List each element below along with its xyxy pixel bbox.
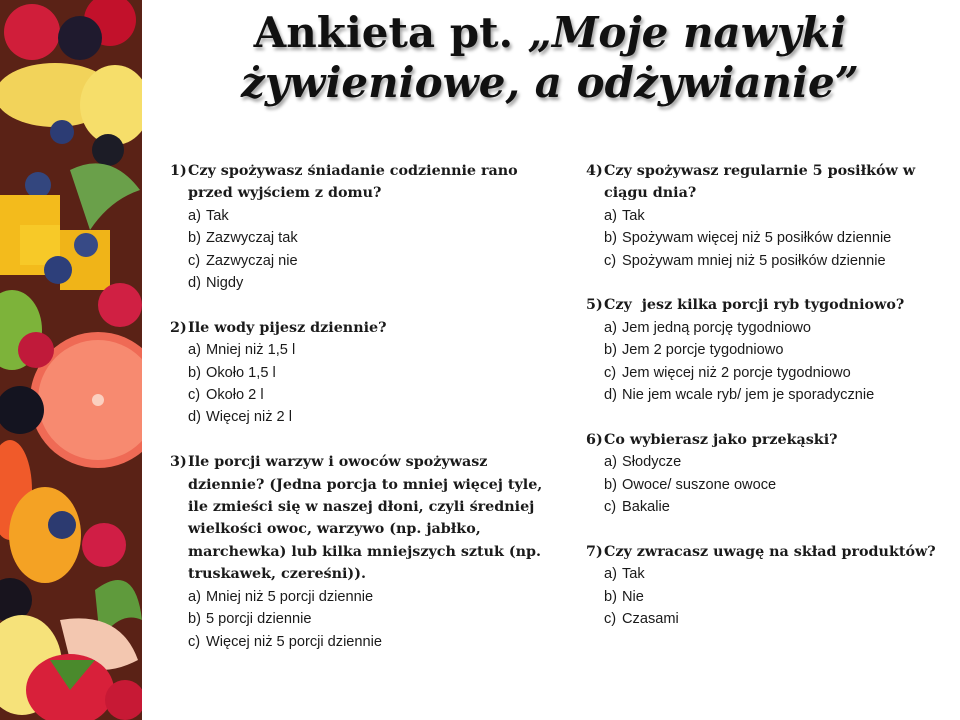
answer-option [170,205,555,227]
question-heading [586,541,946,563]
answer-text: Spożywam więcej niż 5 posiłków dziennie [622,230,892,247]
answer-option [170,250,555,272]
question-heading [170,317,555,339]
answer-text: Czasami [622,611,679,628]
answer-letter: b) [604,342,617,359]
answer-option [170,631,555,653]
title-italic-line-1: „Moje nawyki [527,8,847,57]
question-number: 3) [170,454,187,471]
answer-text: Mniej niż 5 porcji dziennie [206,588,374,605]
title-line-1 [190,8,910,58]
question-text: Ile wody pijesz dziennie? [188,319,387,336]
answer-option [170,586,555,608]
answer-letter: c) [188,633,201,650]
answer-option [586,339,946,361]
answer-text: Jem jedną porcję tygodniowo [622,319,812,336]
answer-letter: a) [604,566,617,583]
answer-text: Jem 2 porcje tygodniowo [622,342,784,359]
question-number: 7) [586,543,603,560]
question-3 [170,451,555,653]
question-text: Czy spożywasz regularnie 5 posiłków w ciągu dnia? [604,163,916,202]
answer-option [170,339,555,361]
answer-letter: c) [188,387,201,404]
answer-letter: b) [188,364,201,381]
answer-option [170,406,555,428]
fruit-image [0,0,142,720]
answer-letter: d) [188,275,201,292]
answer-letter: d) [188,409,201,426]
question-text: Czy jesz kilka porcji ryb tygodniowo? [604,297,905,314]
question-number: 1) [170,163,187,179]
answer-letter: b) [188,230,201,247]
question-5 [586,294,946,406]
answer-option [586,227,946,249]
answer-option [586,362,946,384]
answer-option [586,250,946,272]
questions-right-column [586,160,946,653]
answer-letter: b) [188,611,201,628]
question-heading [586,294,946,316]
answer-option [586,608,946,630]
answer-option [170,272,555,294]
page-title [190,8,910,108]
answer-text: Spożywam mniej niż 5 posiłków dziennie [622,252,886,269]
answer-option [586,384,946,406]
question-heading [586,160,946,205]
answer-text: Więcej niż 2 l [206,409,292,426]
question-number: 5) [586,297,603,314]
answer-letter: c) [604,499,617,516]
answer-text: Owoce/ suszone owoce [622,476,777,493]
answer-letter: a) [188,588,201,605]
answer-letter: d) [604,387,617,404]
title-prefix: Ankieta pt. [253,8,528,57]
answer-option [170,608,555,630]
answer-text: 5 porcji dziennie [206,611,312,628]
answer-option [586,451,946,473]
title-italic-line-2: żywieniowe, a odżywianie” [241,58,859,107]
answer-option [586,474,946,496]
question-heading [586,429,946,451]
question-7 [586,541,946,631]
question-text: Czy zwracasz uwagę na skład produktów? [604,543,936,560]
answer-text: Więcej niż 5 porcji dziennie [206,633,383,650]
answer-letter: c) [604,611,617,628]
answer-text: Bakalie [622,499,670,516]
answer-option [586,205,946,227]
answer-text: Jem więcej niż 2 porcje tygodniowo [622,364,851,381]
answer-letter: c) [604,252,617,269]
answer-option [586,317,946,339]
answer-option [586,563,946,585]
answer-list [170,339,555,429]
answer-list [586,451,946,518]
answer-text: Tak [206,207,229,224]
answer-letter: b) [604,588,617,605]
answer-letter: b) [604,476,617,493]
answer-letter: a) [604,454,617,471]
answer-text: Nie [622,588,644,605]
question-heading [170,160,555,205]
answer-list [586,317,946,407]
question-number: 6) [586,431,603,448]
answer-text: Około 1,5 l [206,364,276,381]
answer-option [586,496,946,518]
question-4 [586,160,946,272]
answer-text: Około 2 l [206,387,264,404]
answer-list [170,586,555,653]
answer-option [170,227,555,249]
question-heading [170,451,555,585]
answer-letter: b) [604,230,617,247]
question-number: 2) [170,319,187,336]
question-text: Czy spożywasz śniadanie codziennie rano przed wyjściem z domu? [188,163,518,202]
questions-left-column [170,160,555,675]
answer-option [170,384,555,406]
answer-text: Słodycze [622,454,682,471]
answer-list [170,205,555,295]
answer-text: Nigdy [206,275,244,292]
answer-letter: a) [188,207,201,224]
answer-list [586,205,946,272]
answer-option [170,362,555,384]
answer-text: Zazwyczaj tak [206,230,298,247]
answer-text: Tak [622,566,645,583]
answer-text: Nie jem wcale ryb/ jem je sporadycznie [622,387,875,404]
answer-letter: c) [188,252,201,269]
question-text: Co wybierasz jako przekąski? [604,431,838,448]
answer-text: Tak [622,207,645,224]
answer-letter: c) [604,364,617,381]
question-text: Ile porcji warzyw i owoców spożywasz dziennie? (Jedna porcja to mniej więcej tyle, ile zmieści się w naszej dłoni, czyli średniej wielkości owoc, warzywo (np. jabłko, marchewka) lub kilka mniejszych sztuk (np. truskawek, czereśni)). [188,454,543,583]
answer-letter: a) [604,207,617,224]
question-1 [170,160,555,294]
answer-text: Zazwyczaj nie [206,252,298,269]
question-6 [586,429,946,519]
answer-letter: a) [604,319,617,336]
answer-list [586,563,946,630]
answer-option [586,586,946,608]
question-number: 4) [586,163,603,179]
answer-text: Mniej niż 1,5 l [206,342,296,359]
answer-letter: a) [188,342,201,359]
question-2 [170,317,555,429]
